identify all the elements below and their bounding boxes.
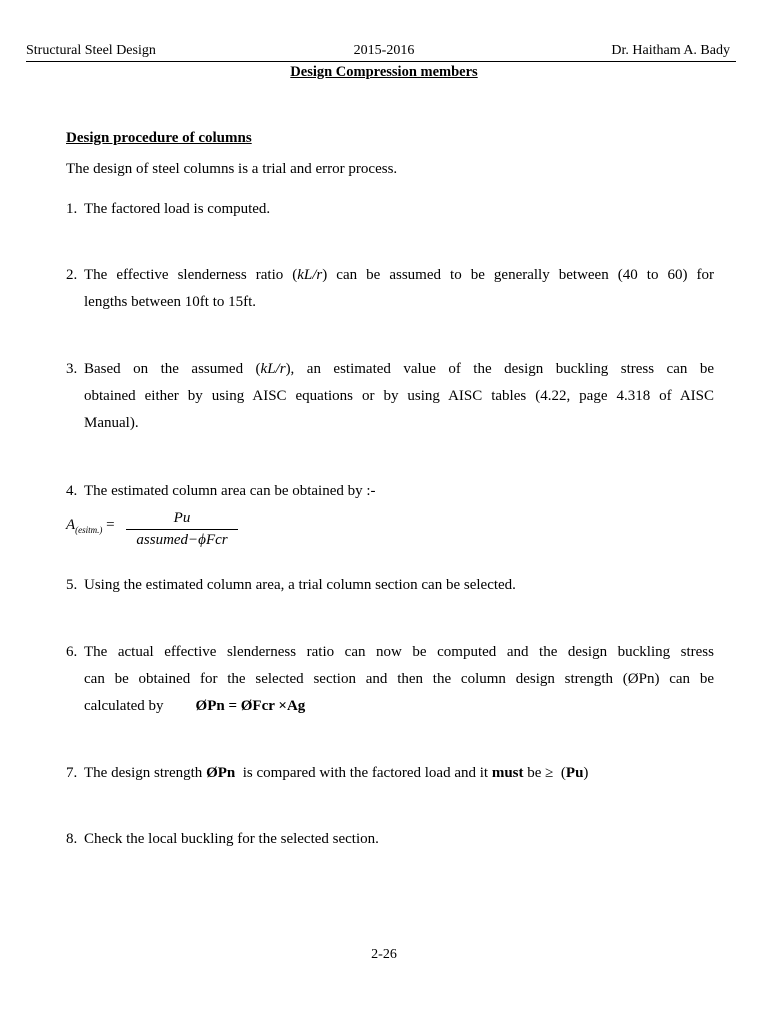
header-rule [26,61,736,62]
step-4 [66,478,714,505]
step-number: 6. [66,644,78,660]
section-heading: Design procedure of columns [66,130,252,146]
formula-fraction [126,507,238,550]
step-number: 7. [66,765,78,781]
formula-lhs: $A_{(esitm.)}$ = [66,517,115,535]
step-text: Check the local buckling for the selected section. [84,831,379,847]
step-6: 6. The actual effective slenderness ratio can now be computed and the design buckling stress can be obtained for the selected section and then the column design strength (ØPn) can be calculated by ØPn = ØFcr ×Ag [66,639,714,720]
page-number: 2-26 [371,947,397,962]
step-text: The estimated column area can be obtained by :- [84,483,376,499]
header-course: Structural Steel Design [26,43,156,58]
step-3: 3. Based on the assumed (kL/r), an estimated value of the design buckling stress can be obtained either by using AISC equations or by using AISC tables (4.22, page 4.318 of AISC Manual). [66,356,714,437]
step-1 [66,196,714,223]
step-8 [66,826,714,853]
formula-numerator: Pu [173,510,191,526]
header-author: Dr. Haitham A. Bady [611,43,730,58]
step-number: 3. [66,361,78,377]
step-text: The factored load is computed. [84,201,271,217]
intro-text: The design of steel columns is a trial and error process. [66,161,398,177]
step-number: 4. [66,483,78,499]
step-number: 8. [66,831,78,847]
step-2: 2. The effective slenderness ratio (kL/r) can be assumed to be generally between (40 to 60) for lengths between 10ft to 15ft. [66,262,714,316]
step-5 [66,572,714,599]
formula-denominator: assumed−ϕFcr [136,532,228,548]
page-title: Design Compression members [290,64,478,80]
header-year: 2015-2016 [353,43,415,58]
step-text: Using the estimated column area, a trial column section can be selected. [84,577,516,593]
step-number: 1. [66,201,78,217]
step-number: 5. [66,577,78,593]
design-strength-formula: ØPn = ØFcr ×Ag [195,698,306,714]
step-7: 7. The design strength ØPn is compared with the factored load and it must be ≥ (Pu) [66,760,714,787]
step-number: 2. [66,267,78,283]
